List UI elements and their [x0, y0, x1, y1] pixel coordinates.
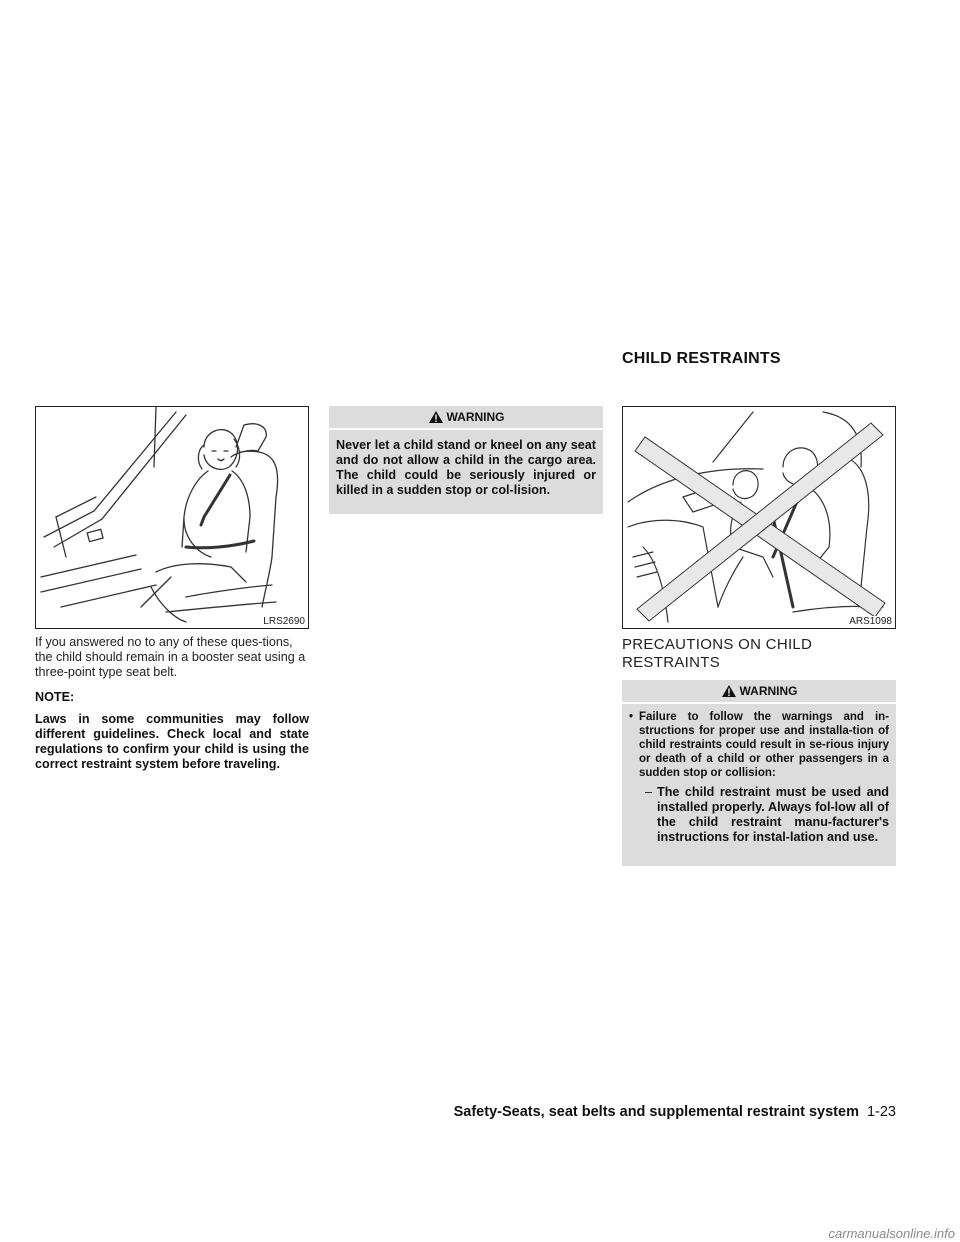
- section-heading: CHILD RESTRAINTS: [622, 350, 781, 367]
- bullet-item: [629, 710, 889, 780]
- page-footer: [0, 1104, 896, 1120]
- warning-triangle-icon: [428, 410, 444, 424]
- bullet-mark: •: [629, 711, 634, 723]
- page-number: 1-23: [866, 1104, 896, 1120]
- warning-box-seat: [329, 406, 603, 514]
- warning-body: [622, 704, 896, 851]
- warning-header: [622, 680, 896, 704]
- intro-paragraph: If you answered no to any of these ques-tions, the child should remain in a booster seat using a three-point type seat belt.: [35, 635, 306, 679]
- warning-triangle-icon: [721, 684, 737, 698]
- footer-title: Safety-Seats, seat belts and supplemental restraint system: [453, 1104, 859, 1120]
- warning-header: [329, 406, 603, 430]
- watermark: carmanualsonline.info: [828, 1226, 955, 1241]
- note-text: Laws in some communities may follow different guidelines. Check local and state regulations to confirm your child is using the correct restraint system before traveling.: [35, 712, 309, 771]
- note-label: NOTE:: [35, 690, 75, 704]
- dash-text: The child restraint must be used and installed properly. Always fol-low all of the child restraint manu-facturer's instructions for instal-lation and use.: [657, 785, 889, 844]
- warning-box-precautions: [622, 680, 896, 866]
- warning-title: WARNING: [446, 410, 505, 424]
- dash-mark: –: [645, 785, 653, 799]
- subsection-heading: PRECAUTIONS ON CHILD RESTRAINTS: [622, 636, 813, 671]
- figure-child-front-seat-prohibited: [622, 406, 896, 629]
- figure-child-booster-seat: [35, 406, 309, 629]
- child-in-front-seat-crossed-out-illustration: [623, 407, 895, 628]
- bullet-text: Failure to follow the warnings and in-structions for proper use and installa-tion of child restraints could result in se-rious injury or death of a child or other passengers in a sudden stop or collision:: [639, 711, 889, 779]
- figure-code: LRS2690: [263, 616, 305, 627]
- child-in-booster-seat-illustration: [36, 407, 308, 628]
- figure-code: ARS1098: [849, 616, 892, 627]
- warning-title: WARNING: [739, 684, 798, 698]
- warning-text: Never let a child stand or kneel on any seat and do not allow a child in the cargo area. The child could be seriously injured or killed in a sudden stop or col-lision.: [336, 438, 596, 497]
- dash-item: [645, 785, 889, 845]
